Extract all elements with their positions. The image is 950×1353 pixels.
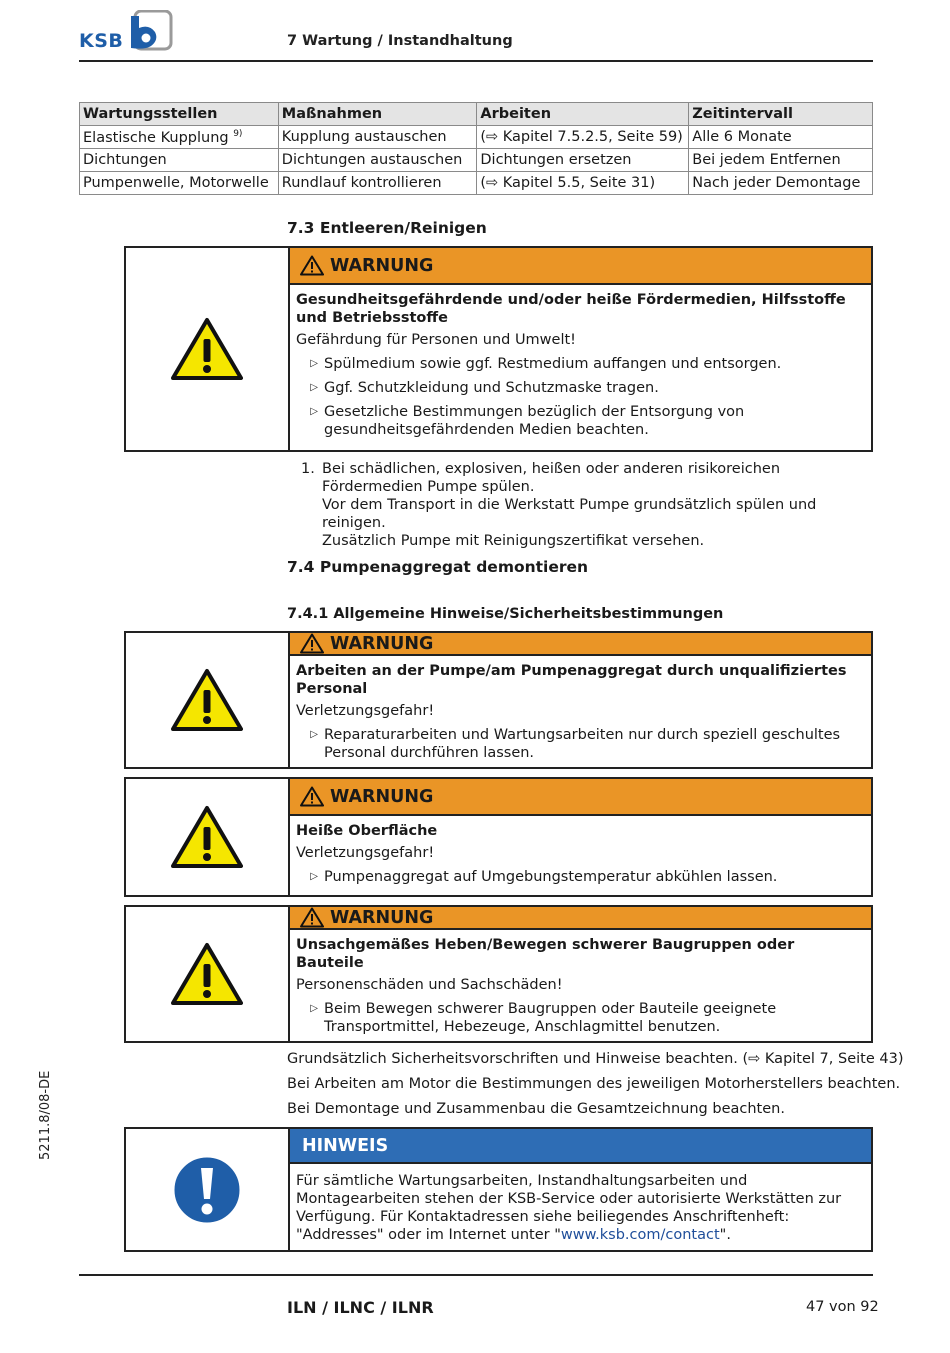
warning-triangle-icon [171, 317, 243, 381]
table-cell: Dichtungen austauschen [278, 149, 477, 172]
table-cell-link[interactable]: (⇨ Kapitel 7.5.2.5, Seite 59) [477, 126, 689, 149]
cell-text: Elastische Kupplung [83, 129, 229, 146]
step-1 [287, 460, 877, 550]
table-row [80, 126, 873, 149]
warning-text: Personenschäden und Sachschäden! [296, 977, 563, 993]
warning-label: WARNUNG [330, 633, 434, 654]
header-divider [79, 60, 873, 62]
list-item [296, 1000, 863, 1036]
warning-text: Verletzungsgefahr! [296, 703, 435, 719]
table-header-cell: Zeitintervall [689, 103, 873, 126]
chapter-title: 7 Wartung / Instandhaltung [287, 33, 513, 49]
warning-triangle-icon [171, 668, 243, 732]
warning-box [124, 246, 873, 452]
list-item [296, 726, 863, 762]
warning-small-icon [300, 786, 324, 807]
section-heading-7-4: 7.4 Pumpenaggregat demontieren [287, 558, 589, 576]
hazard-icon-cell [126, 248, 290, 450]
logo-text: KSB [79, 30, 124, 52]
paragraph: Bei Arbeiten am Motor die Bestimmungen des jeweiligen Motorherstellers beachten. [287, 1076, 901, 1092]
bullet-text: Ggf. Schutzkleidung und Schutzmaske tragen. [324, 380, 659, 396]
maintenance-table [79, 102, 873, 195]
bullet-triangle-icon: ▷ [310, 729, 318, 740]
contact-link[interactable]: www.ksb.com/contact [560, 1227, 720, 1243]
warning-header [290, 907, 871, 930]
section-heading-7-3: 7.3 Entleeren/Reinigen [287, 219, 487, 237]
warning-header [290, 633, 871, 656]
hazard-icon-cell [126, 779, 290, 895]
table-cell: Nach jeder Demontage [689, 172, 873, 195]
notice-icon-cell [126, 1129, 290, 1250]
table-header-row [80, 103, 873, 126]
document-id: 5211.8/08-DE [38, 1070, 53, 1160]
step-number: 1. [301, 461, 315, 477]
warning-text: Verletzungsgefahr! [296, 845, 435, 861]
warning-title: Gesundheitsgefährdende und/oder heiße Fördermedien, Hilfsstoffe und Betriebsstoffe [296, 292, 846, 326]
bullet-triangle-icon: ▷ [310, 406, 318, 417]
table-cell: Pumpenwelle, Motorwelle [80, 172, 279, 195]
notice-text-end: ". [719, 1227, 731, 1243]
warning-box [124, 631, 873, 769]
list-item [296, 868, 863, 886]
warning-small-icon [300, 907, 324, 928]
step-line: Bei schädlichen, explosiven, heißen oder anderen risikoreichen Fördermedien Pumpe spülen. [322, 461, 781, 495]
warning-label: WARNUNG [330, 786, 434, 807]
ksb-logo [79, 10, 175, 52]
warning-title: Heiße Oberfläche [296, 823, 438, 839]
warning-header [290, 248, 871, 285]
table-cell: Rundlauf kontrollieren [278, 172, 477, 195]
hazard-icon-cell [126, 633, 290, 767]
warning-box [124, 777, 873, 897]
warning-small-icon [300, 633, 324, 654]
table-cell: Dichtungen ersetzen [477, 149, 689, 172]
bullet-text: Beim Bewegen schwerer Baugruppen oder Bauteile geeignete Transportmittel, Hebezeuge, Anschlagmittel benutzen. [324, 1001, 777, 1035]
notice-box [124, 1127, 873, 1252]
table-header-cell: Wartungsstellen [80, 103, 279, 126]
bullet-triangle-icon: ▷ [310, 871, 318, 882]
warning-header [290, 779, 871, 816]
table-cell: Alle 6 Monate [689, 126, 873, 149]
footnote-ref: 9) [233, 128, 243, 139]
bullet-text: Pumpenaggregat auf Umgebungstemperatur abkühlen lassen. [324, 869, 778, 885]
warning-label: WARNUNG [330, 255, 434, 276]
warning-label: WARNUNG [330, 907, 434, 928]
warning-title: Unsachgemäßes Heben/Bewegen schwerer Baugruppen oder Bauteile [296, 937, 795, 971]
step-line: Zusätzlich Pumpe mit Reinigungszertifikat versehen. [322, 533, 705, 549]
paragraph-with-link[interactable]: Grundsätzlich Sicherheitsvorschriften und Hinweise beachten. (⇨ Kapitel 7, Seite 43) [287, 1051, 904, 1067]
footer-divider [79, 1274, 873, 1276]
list-item [296, 355, 863, 373]
warning-title: Arbeiten an der Pumpe/am Pumpenaggregat durch unqualifiziertes Personal [296, 663, 847, 697]
page-number: 47 von 92 [806, 1299, 879, 1315]
bullet-triangle-icon: ▷ [310, 1003, 318, 1014]
warning-triangle-icon [171, 942, 243, 1006]
step-line: Vor dem Transport in die Werkstatt Pumpe grundsätzlich spülen und reinigen. [322, 497, 817, 531]
notice-label: HINWEIS [302, 1135, 389, 1156]
table-cell-link[interactable]: (⇨ Kapitel 5.5, Seite 31) [477, 172, 689, 195]
table-cell: Dichtungen [80, 149, 279, 172]
table-cell: Kupplung austauschen [278, 126, 477, 149]
bullet-triangle-icon: ▷ [310, 382, 318, 393]
footer-model: ILN / ILNC / ILNR [287, 1298, 434, 1317]
table-cell [80, 126, 279, 149]
bullet-text: Spülmedium sowie ggf. Restmedium auffangen und entsorgen. [324, 356, 782, 372]
hazard-icon-cell [126, 907, 290, 1041]
table-row [80, 172, 873, 195]
table-header-cell: Maßnahmen [278, 103, 477, 126]
bullet-triangle-icon: ▷ [310, 358, 318, 369]
table-cell: Bei jedem Entfernen [689, 149, 873, 172]
warning-small-icon [300, 255, 324, 276]
notice-text: Für sämtliche Wartungsarbeiten, Instandhaltungsarbeiten und Montagearbeiten stehen der KSB-Service oder autorisierte Werkstätten zur Verfügung. Für Kontaktadressen siehe beiliegendes Anschriftenheft: "Addresses" oder im Internet unter " [296, 1173, 842, 1243]
bullet-text: Gesetzliche Bestimmungen bezüglich der Entsorgung von gesundheitsgefährdenden Medien beachten. [324, 404, 745, 438]
table-header-cell: Arbeiten [477, 103, 689, 126]
mandatory-exclamation-icon [172, 1155, 242, 1225]
ksb-logo-mark-icon [127, 10, 175, 52]
notice-header [290, 1129, 871, 1164]
subsection-heading: 7.4.1 Allgemeine Hinweise/Sicherheitsbestimmungen [287, 606, 724, 622]
list-item [296, 403, 863, 439]
list-item [296, 379, 863, 397]
bullet-text: Reparaturarbeiten und Wartungsarbeiten nur durch speziell geschultes Personal durchführen lassen. [324, 727, 841, 761]
warning-text: Gefährdung für Personen und Umwelt! [296, 332, 576, 348]
warning-box [124, 905, 873, 1043]
paragraph: Bei Demontage und Zusammenbau die Gesamtzeichnung beachten. [287, 1101, 785, 1117]
warning-triangle-icon [171, 805, 243, 869]
table-row [80, 149, 873, 172]
